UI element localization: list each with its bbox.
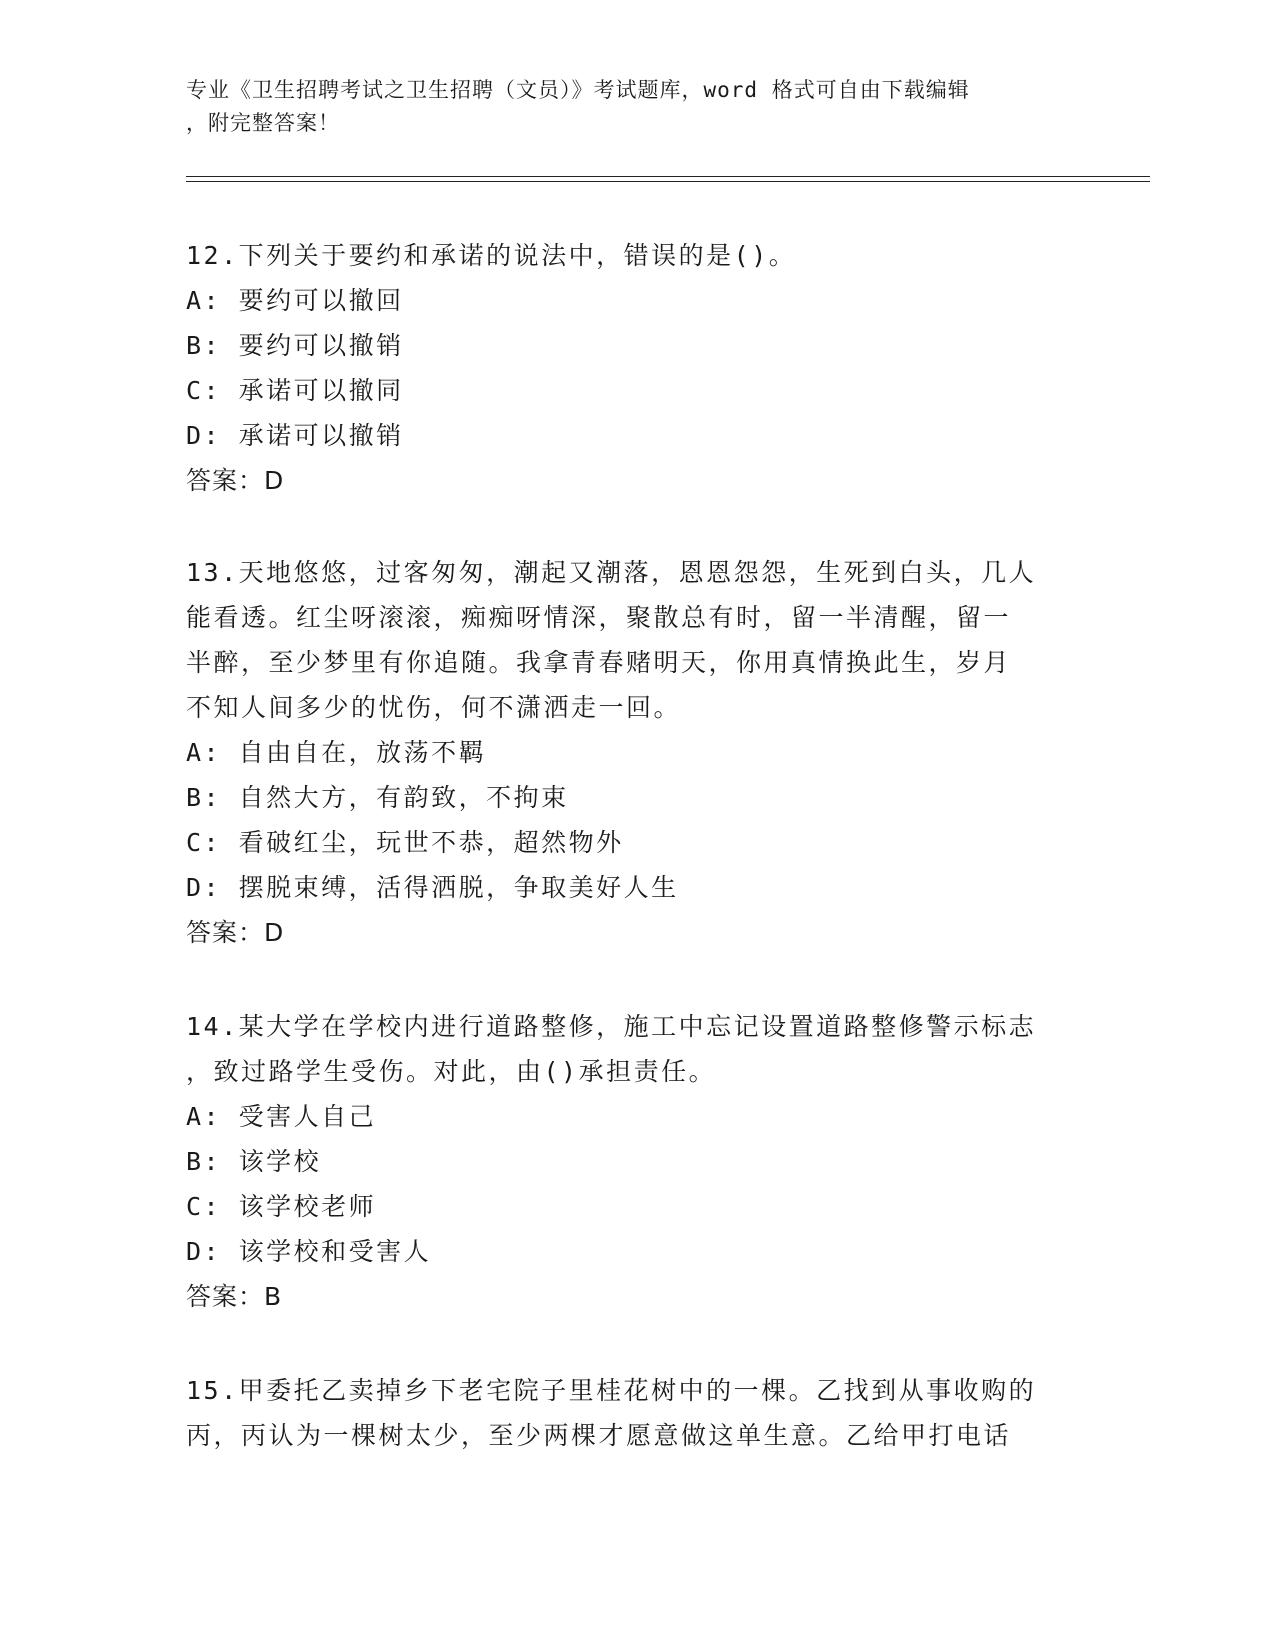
question-stem-line: 不知人间多少的忧伤，何不潇洒走一回。	[186, 693, 682, 722]
option-c	[186, 1184, 1086, 1229]
option-letter: C:	[186, 1192, 222, 1221]
option-d	[186, 1229, 1086, 1274]
option-b	[186, 323, 1086, 368]
header-divider-bottom	[186, 181, 1150, 182]
question-13	[186, 550, 1086, 955]
option-text: 自然大方，有韵致，不拘束	[238, 783, 569, 812]
option-text: 要约可以撤回	[238, 286, 404, 315]
question-stem-line: 15.甲委托乙卖掉乡下老宅院子里桂花树中的一棵。乙找到从事收购的	[186, 1376, 1037, 1405]
question-stem: 12.下列关于要约和承诺的说法中，错误的是()。	[186, 241, 797, 270]
option-a	[186, 278, 1086, 323]
question-stem-line: 13.天地悠悠，过客匆匆，潮起又潮落，恩恩怨怨，生死到白头，几人	[186, 558, 1037, 587]
option-text: 摆脱束缚，活得洒脱，争取美好人生	[238, 873, 679, 902]
question-stem-line: 半醉，至少梦里有你追随。我拿青春赌明天，你用真情换此生，岁月	[186, 648, 1012, 677]
option-letter: B:	[186, 331, 222, 360]
option-text: 承诺可以撤同	[238, 376, 404, 405]
option-text: 自由自在，放荡不羁	[238, 738, 487, 767]
question-12	[186, 233, 1086, 503]
option-text: 受害人自己	[238, 1102, 377, 1131]
option-c	[186, 820, 1086, 865]
option-a	[186, 730, 1086, 775]
question-stem-line: 14.某大学在学校内进行道路整修，施工中忘记设置道路整修警示标志	[186, 1012, 1037, 1041]
header-line-2: ，附完整答案！	[186, 111, 340, 135]
option-text: 要约可以撤销	[238, 331, 404, 360]
option-letter: B:	[186, 783, 222, 812]
option-letter: A:	[186, 286, 222, 315]
question-stem-line: 能看透。红尘呀滚滚，痴痴呀情深，聚散总有时，留一半清醒，留一	[186, 603, 1012, 632]
option-letter: A:	[186, 738, 222, 767]
answer-line: 答案：D	[186, 466, 285, 495]
option-b	[186, 1139, 1086, 1184]
answer-line: 答案：D	[186, 918, 285, 947]
header-divider-top	[186, 176, 1150, 177]
option-letter: B:	[186, 1147, 222, 1176]
option-a	[186, 1094, 1086, 1139]
question-stem-line: 丙，丙认为一棵树太少，至少两棵才愿意做这单生意。乙给甲打电话	[186, 1421, 1012, 1450]
option-letter: A:	[186, 1102, 222, 1131]
option-b	[186, 775, 1086, 820]
option-d	[186, 413, 1086, 458]
option-text: 看破红尘，玩世不恭，超然物外	[238, 828, 624, 857]
option-text: 该学校	[238, 1147, 322, 1176]
option-c	[186, 368, 1086, 413]
option-letter: D:	[186, 421, 222, 450]
question-stem-line: ，致过路学生受伤。对此，由()承担责任。	[186, 1057, 717, 1086]
option-letter: C:	[186, 828, 222, 857]
option-text: 该学校老师	[238, 1192, 377, 1221]
question-15	[186, 1368, 1086, 1458]
option-d	[186, 865, 1086, 910]
question-14	[186, 1004, 1086, 1319]
option-text: 承诺可以撤销	[238, 421, 404, 450]
option-text: 该学校和受害人	[238, 1237, 432, 1266]
answer-line: 答案：B	[186, 1282, 283, 1311]
document-header	[186, 74, 1066, 140]
option-letter: D:	[186, 873, 222, 902]
option-letter: D:	[186, 1237, 222, 1266]
option-letter: C:	[186, 376, 222, 405]
header-line-1: 专业《卫生招聘考试之卫生招聘（文员）》考试题库，word 格式可自由下载编辑	[186, 78, 970, 102]
